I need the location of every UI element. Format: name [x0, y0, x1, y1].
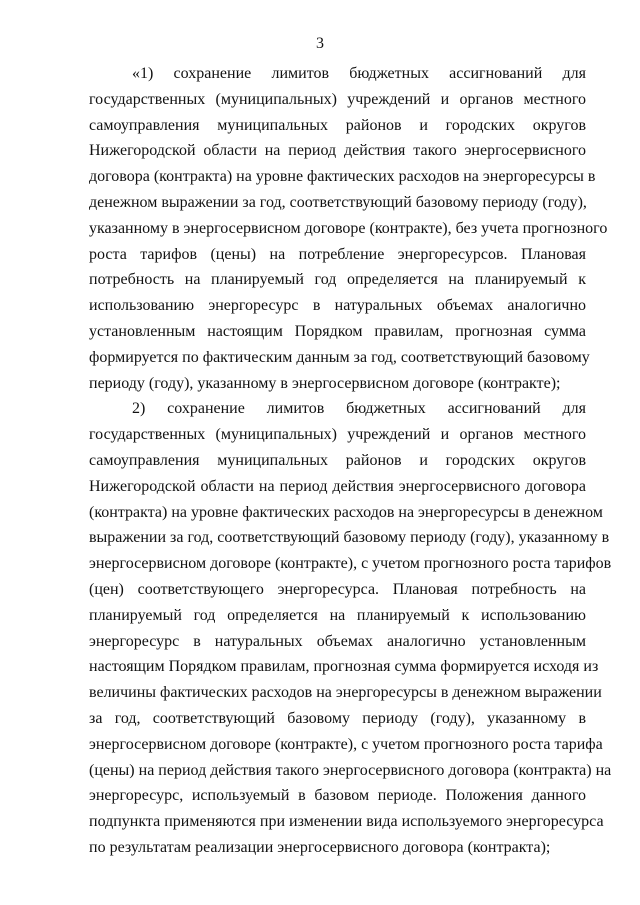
text-line: Нижегородской области на период действия такого энергосервисного: [89, 142, 586, 160]
text-line: установленным настоящим Порядком правилам, прогнозная сумма: [89, 322, 586, 340]
text-line: (контракта) на уровне фактических расходов на энергоресурсы в денежном: [89, 503, 603, 521]
text-line: использованию энергоресурс в натуральных объемах аналогично: [89, 297, 586, 315]
text-line: Нижегородской области на период действия энергосервисного договора: [89, 477, 586, 495]
text-line: периоду (году), указанному в энергосервисном договоре (контракте);: [89, 374, 561, 392]
text-line: «1) сохранение лимитов бюджетных ассигнований для: [132, 65, 586, 82]
text-line: энергосервисном договоре (контракте), с учетом прогнозного роста тарифов: [89, 555, 612, 573]
text-line: государственных (муниципальных) учреждений и органов местного: [89, 426, 586, 444]
text-line: подпункта применяются при изменении вида используемого энергоресурса: [89, 813, 604, 831]
paragraph-1: [89, 61, 608, 396]
text-line: (цен) соответствующего энергоресурса. Плановая потребность на: [89, 580, 586, 598]
text-line: энергосервисном договоре (контракте), с учетом прогнозного роста тарифа: [89, 735, 603, 753]
text-line: государственных (муниципальных) учреждений и органов местного: [89, 90, 586, 108]
page-number: 3: [316, 35, 324, 52]
text-line: по результатам реализации энергосервисного договора (контракта);: [89, 838, 551, 856]
text-line: (цены) на период действия такого энергосервисного договора (контракта) на: [89, 761, 612, 779]
text-line: самоуправления муниципальных районов и городских округов: [89, 116, 586, 134]
text-line: настоящим Порядком правилам, прогнозная сумма формируется исходя из: [89, 658, 599, 676]
text-line: планируемый год определяется на планируемый к использованию: [89, 606, 586, 624]
text-line: самоуправления муниципальных районов и городских округов: [89, 451, 586, 469]
text-line: формируется по фактическим данным за год, соответствующий базовому: [89, 348, 590, 366]
text-line: величины фактических расходов на энергоресурсы в денежном выражении: [89, 684, 602, 702]
paragraph-2: [89, 396, 612, 860]
text-line: выражении за год, соответствующий базовому периоду (году), указанному в: [89, 529, 610, 547]
text-line: указанному в энергосервисном договоре (контракте), без учета прогнозного: [89, 219, 608, 237]
text-line: денежном выражении за год, соответствующий базовому периоду (году),: [89, 193, 587, 211]
text-line: энергоресурс в натуральных объемах аналогично установленным: [89, 632, 586, 650]
text-line: за год, соответствующий базовому периоду (году), указанному в: [89, 709, 586, 727]
text-line: роста тарифов (цены) на потребление энергоресурсов. Плановая: [89, 245, 586, 263]
text-line: энергоресурс, используемый в базовом периоде. Положения данного: [89, 787, 586, 805]
text-line: договора (контракта) на уровне фактических расходов на энергоресурсы в: [89, 168, 596, 186]
text-line: потребность на планируемый год определяется на планируемый к: [89, 271, 586, 289]
text-line: 2) сохранение лимитов бюджетных ассигнований для: [132, 400, 586, 418]
document-body: [89, 61, 612, 861]
